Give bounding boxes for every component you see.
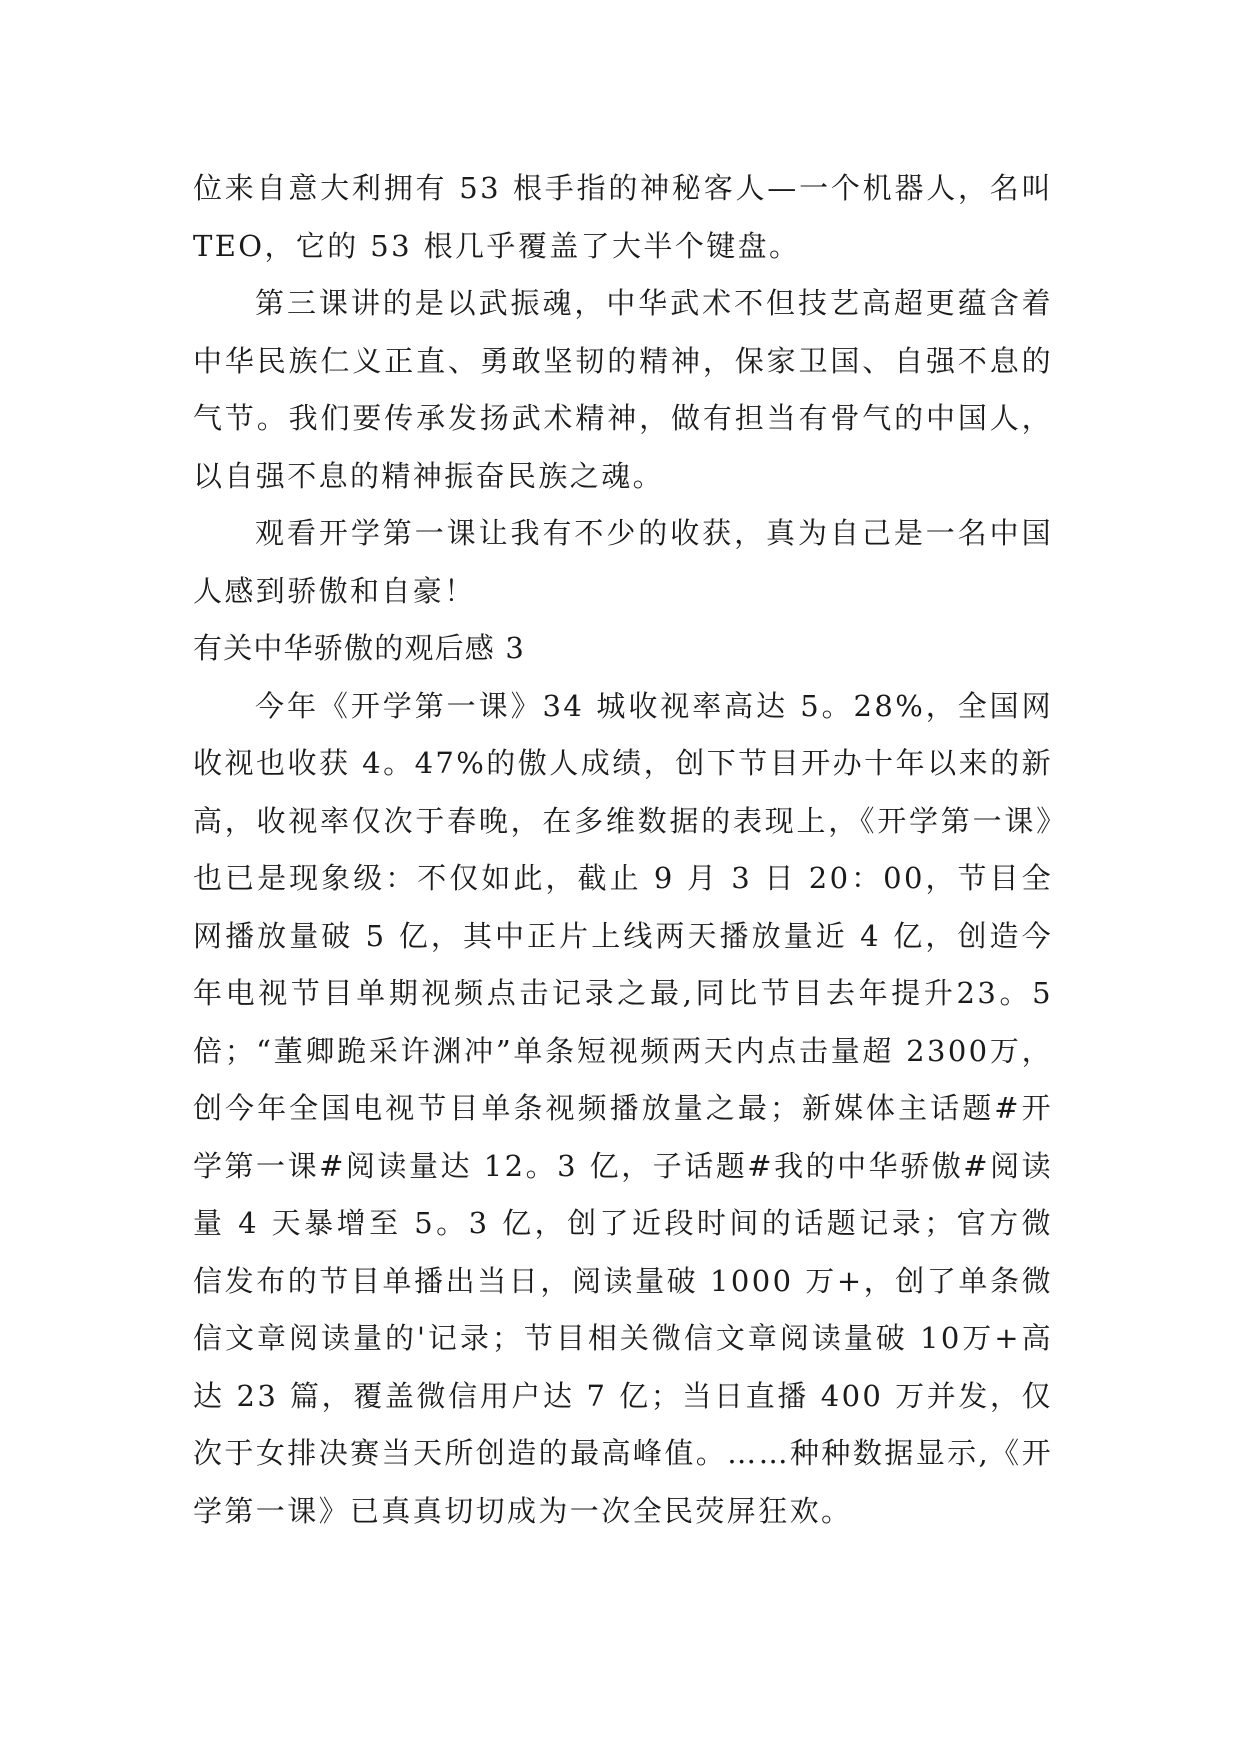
paragraph-robot-teo: 位来自意大利拥有 53 根手指的神秘客人—一个机器人，名叫 TEO，它的 53 根几乎覆盖了大半个键盘。 <box>193 171 1053 263</box>
document-body <box>193 160 1053 1540</box>
paragraph-reflection: 观看开学第一课让我有不少的收获，真为自己是一名中国人感到骄傲和自豪！ <box>193 516 1053 608</box>
section-heading: 有关中华骄傲的观后感 3 <box>193 631 526 665</box>
paragraph-ratings: 今年《开学第一课》34 城收视率高达 5。28%，全国网收视也收获 4。47%的傲人成绩，创下节目开办十年以来的新高，收视率仅次于春晚，在多维数据的表现上，《开学第一课》也已是现象级：不仅如此，截止 9 月 3 日 20：00，节目全网播放量破 5 亿，其中正片上线两天播放量近 4 亿，创造今年电视节目单期视频点击记录之最,同比节目去年提升23。5 倍；“董卿跪采许渊冲”单条短视频两天内点击量超 2300万，创今年全国电视节目单条视频播放量之最；新媒体主话题#开学第一课#阅读量达 12。3 亿，子话题#我的中华骄傲#阅读量 4 天暴增至 5。3 亿，创了近段时间的话题记录；官方微信发布的节目单播出当日，阅读量破 1000 万+，创了单条微信文章阅读量的'记录；节目相关微信文章阅读量破 10万+高达 23 篇，覆盖微信用户达 7 亿；当日直播 400 万并发，仅次于女排决赛当天所创造的最高峰值。……种种数据显示,《开学第一课》已真真切切成为一次全民荧屏狂欢。 <box>193 688 1053 1528</box>
paragraph-martial-arts: 第三课讲的是以武振魂，中华武术不但技艺高超更蕴含着中华民族仁义正直、勇敢坚韧的精神，保家卫国、自强不息的气节。我们要传承发扬武术精神，做有担当有骨气的中国人，以自强不息的精神振奋民族之魂。 <box>193 286 1053 493</box>
